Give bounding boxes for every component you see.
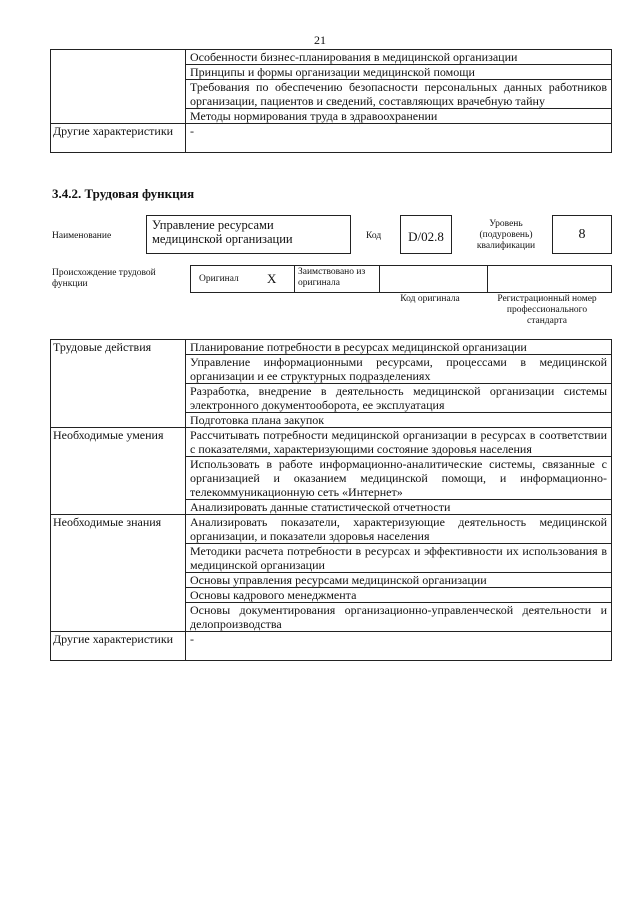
qualification-level-label: Уровень (подуровень) квалификации — [476, 219, 536, 251]
code-label: Код — [366, 231, 382, 241]
reg-number-caption: Регистрационный номер профессионального стандарта — [497, 294, 597, 326]
origin-row — [190, 265, 612, 293]
table-row — [51, 515, 612, 544]
skill-item: Анализировать данные статистической отчетности — [186, 500, 612, 515]
labor-function-table — [50, 339, 612, 661]
knowledge-item: Основы управления ресурсами медицинской организации — [186, 573, 612, 588]
code-original-caption: Код оригинала — [400, 294, 460, 304]
qualification-level-value: 8 — [552, 215, 612, 254]
original-cell — [190, 265, 294, 293]
other-characteristics-label: Другие характеристики — [51, 124, 186, 153]
borrowed-label: Заимствовано из оригинала — [298, 267, 366, 288]
code-original-cell — [380, 265, 488, 293]
required-knowledge-label: Необходимые знания — [51, 515, 186, 632]
page-number: 21 — [314, 33, 326, 47]
required-skills-label: Необходимые умения — [51, 428, 186, 515]
name-label: Наименование — [52, 231, 112, 241]
other-characteristics-value: - — [186, 124, 612, 153]
original-mark: X — [267, 271, 277, 286]
knowledge-continuation-table — [50, 49, 612, 153]
section-title: 3.4.2. Трудовая функция — [52, 186, 195, 201]
table-row — [51, 340, 612, 355]
borrowed-cell — [294, 265, 380, 293]
skill-item: Использовать в работе информационно-аналитические системы, связанные с организацией и оказанием медицинской помощи, и информационно-телекоммуникационную сеть «Интернет» — [186, 457, 612, 500]
skill-item: Рассчитывать потребности медицинской организации в ресурсах в соответствии с показателями, характеризующими состояние здоровья населения — [186, 428, 612, 457]
labor-action-item: Подготовка плана закупок — [186, 413, 612, 428]
knowledge-item: Основы документирования организационно-управленческой деятельности и делопроизводства — [186, 603, 612, 632]
original-label: Оригинал — [199, 274, 239, 284]
table-row — [51, 632, 612, 661]
knowledge-item: Особенности бизнес-планирования в медицинской организации — [186, 50, 612, 65]
knowledge-item: Требования по обеспечению безопасности персональных данных работников организации, пациентов и сведений, составляющих врачебную тайну — [186, 80, 612, 109]
labor-actions-label: Трудовые действия — [51, 340, 186, 428]
origin-label: Происхождение трудовой функции — [52, 268, 156, 289]
table-row — [51, 428, 612, 457]
labor-action-item: Управление информационными ресурсами, процессами в медицинской организации и ее структурных подразделениях — [186, 355, 612, 384]
knowledge-item: Основы кадрового менеджмента — [186, 588, 612, 603]
knowledge-item: Принципы и формы организации медицинской помощи — [186, 65, 612, 80]
knowledge-item: Методики расчета потребности в ресурсах и эффективности их использования в медицинской организации — [186, 544, 612, 573]
function-name-value: Управление ресурсами медицинской организации — [146, 215, 351, 254]
labor-action-item: Планирование потребности в ресурсах медицинской организации — [186, 340, 612, 355]
empty-label-cell — [51, 50, 186, 124]
other-characteristics-value: - — [186, 632, 612, 661]
table-row — [51, 124, 612, 153]
labor-action-item: Разработка, внедрение в деятельность медицинской организации системы электронного документооборота, ее эксплуатация — [186, 384, 612, 413]
knowledge-item: Анализировать показатели, характеризующие деятельность медицинской организации, и показатели здоровья населения — [186, 515, 612, 544]
knowledge-item: Методы нормирования труда в здравоохранении — [186, 109, 612, 124]
table-row — [51, 50, 612, 65]
code-value: D/02.8 — [400, 215, 452, 254]
other-characteristics-label: Другие характеристики — [51, 632, 186, 661]
reg-number-cell — [488, 265, 612, 293]
